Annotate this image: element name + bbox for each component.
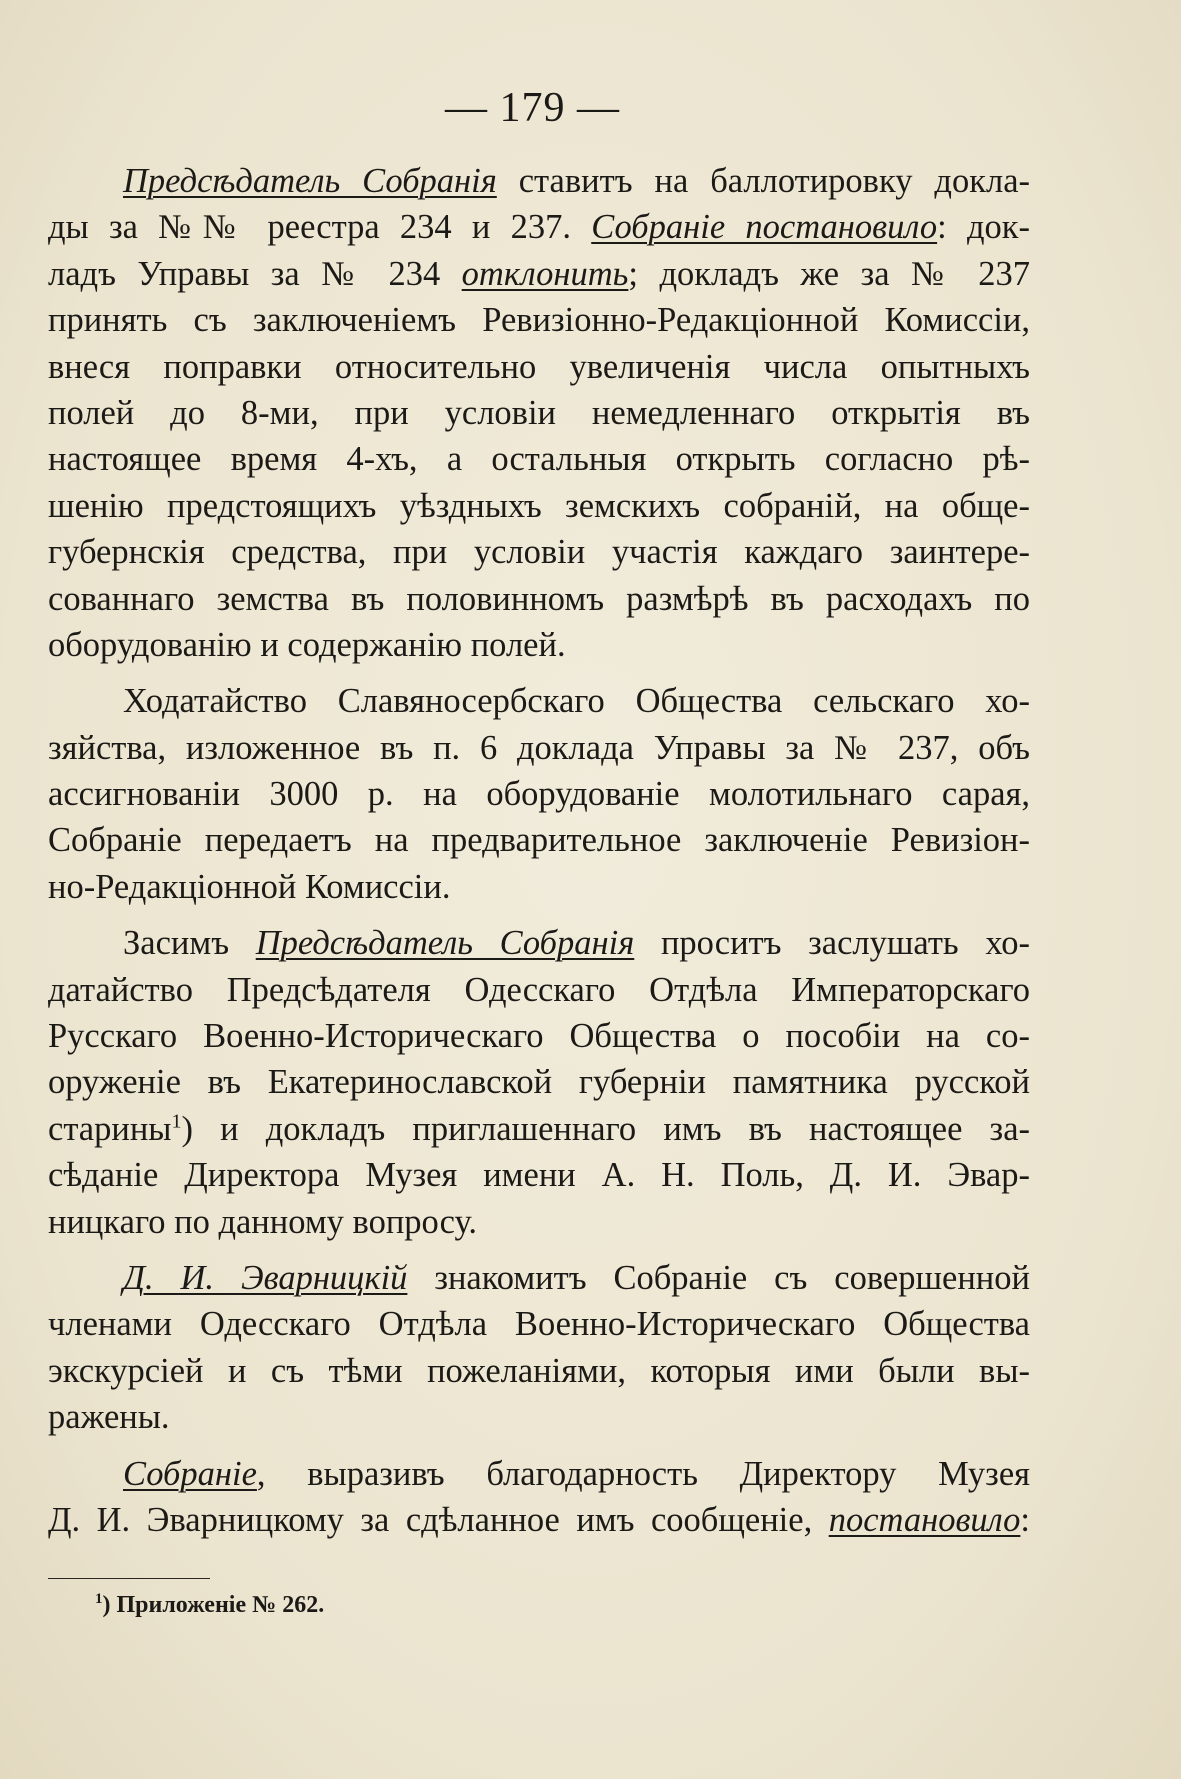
line-text: Д. И. Эварницкому за сдѣланное имъ сообщеніе, <box>48 1500 829 1539</box>
line-text: ладъ Управы за № 234 <box>48 254 462 293</box>
text-line: губернскія средства, при условіи участія каждаго заинтере- <box>48 533 1030 572</box>
footnote-reference: 1 <box>171 1110 182 1133</box>
line-text: : док- <box>937 208 1031 247</box>
text-line: Собраніе передаетъ на предварительное заключеніе Ревизіон- <box>48 821 1030 860</box>
emphasis-text: отклонить <box>461 254 629 293</box>
line-text: ) и докладъ приглашеннаго имъ въ настоящее за- <box>181 1109 1030 1148</box>
line-text: : <box>1020 1500 1030 1539</box>
text-line: ассигнованіи 3000 р. на оборудованіе молотильнаго сарая, <box>48 775 1030 814</box>
paragraph-2 <box>48 678 1030 910</box>
text-line: но-Редакціонной Комиссіи. <box>48 867 451 906</box>
line-text: проситъ заслушать хо- <box>634 924 1031 963</box>
text-line: принять съ заключеніемъ Ревизіонно-Редакціонной Комиссіи, <box>48 301 1030 340</box>
line-text: , выразивъ благодарность Директору Музея <box>256 1454 1030 1493</box>
text-line: шенію предстоящихъ уѣздныхъ земскихъ собраній, на обще- <box>48 486 1030 525</box>
text-line: оруженіе въ Екатеринославской губерніи памятника русской <box>48 1063 1030 1102</box>
text-line <box>48 1255 1030 1301</box>
page-number: — 179 — <box>445 85 620 131</box>
resolution-heading: постановило <box>828 1500 1021 1539</box>
text-line <box>48 1106 1030 1152</box>
text-line: сованнаго земства въ половинномъ размѣрѣ въ расходахъ по <box>48 579 1030 618</box>
line-text: знакомитъ Собраніе съ совершенной <box>407 1258 1030 1297</box>
text-line: зяйства, изложенное въ п. 6 доклада Управы за № 237, объ <box>48 728 1030 767</box>
text-line: Русскаго Военно-Историческаго Общества о пособіи на со- <box>48 1017 1030 1056</box>
speaker-name: Д. И. Эварницкій <box>123 1258 408 1297</box>
text-line: ражены. <box>48 1398 170 1437</box>
text-line: внеся поправки относительно увеличенія числа опытныхъ <box>48 347 1030 386</box>
text-line <box>48 204 1030 250</box>
line-text: ды за №№ реестра 234 и 237. <box>48 208 592 247</box>
text-line <box>48 251 1030 297</box>
paragraph-1 <box>48 158 1030 668</box>
text-line: настоящее время 4-хъ, а остальныя открыть согласно рѣ- <box>48 440 1030 479</box>
line-text: Засимъ <box>123 924 256 963</box>
body-text <box>48 158 1030 1553</box>
text-line <box>48 1451 1030 1497</box>
text-line <box>48 158 1030 204</box>
footnote-marker: 1 <box>95 1591 103 1607</box>
text-line: сѣданіе Директора Музея имени А. Н. Поль, Д. И. Эвар- <box>48 1156 1030 1195</box>
text-line: экскурсіей и съ тѣми пожеланіями, которыя ими были вы- <box>48 1351 1030 1390</box>
speaker-name: Предсѣдатель Собранія <box>123 162 497 200</box>
text-line: членами Одесскаго Отдѣла Военно-Историческаго Общества <box>48 1305 1030 1344</box>
paragraph-3 <box>48 920 1030 1245</box>
paragraph-4 <box>48 1255 1030 1441</box>
text-line: ницкаго по данному вопросу. <box>48 1202 477 1241</box>
text-line: оборудованію и содержанію полей. <box>48 625 566 664</box>
line-text: старины <box>48 1109 172 1148</box>
speaker-name: Предсѣдатель Собранія <box>255 924 635 963</box>
line-text: ; докладъ же за № 237 <box>628 254 1030 293</box>
resolution-heading: Собраніе постановило <box>591 208 938 247</box>
text-line: Ходатайство Славяносербскаго Общества сельскаго хо- <box>123 682 1030 721</box>
line-text: ставитъ на баллотировку докла- <box>496 162 1030 200</box>
text-line <box>48 1497 1030 1543</box>
resolution-heading: Собраніе <box>123 1454 257 1493</box>
footnote-divider <box>48 1578 210 1579</box>
text-line: датайство Предсѣдателя Одесскаго Отдѣла Императорскаго <box>48 970 1030 1009</box>
paragraph-5 <box>48 1451 1030 1544</box>
footnote <box>95 1592 324 1619</box>
footnote-text: ) Приложеніе № 262. <box>102 1592 325 1618</box>
text-line: полей до 8-ми, при условіи немедленнаго открытія въ <box>48 393 1030 432</box>
text-line <box>48 920 1030 966</box>
